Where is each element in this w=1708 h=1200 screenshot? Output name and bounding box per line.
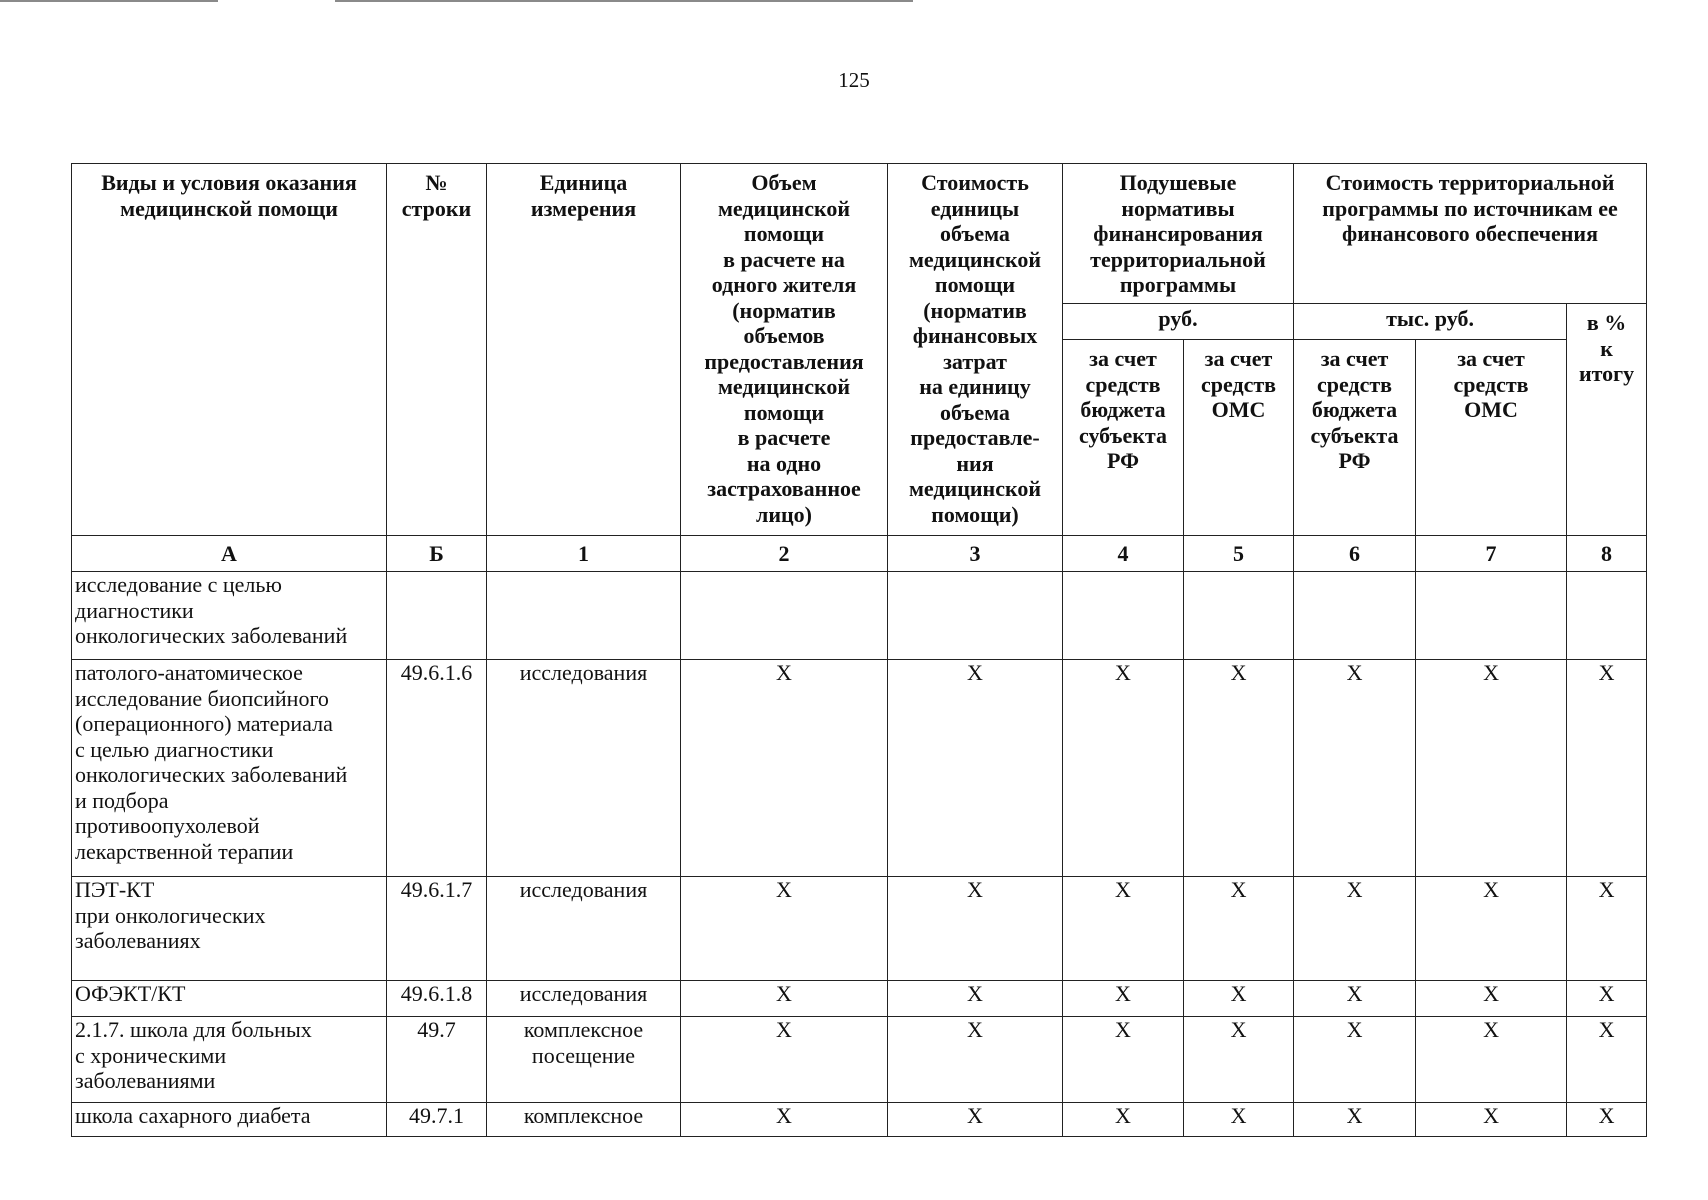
row-name: исследование с целью диагностики онкологических заболеваний <box>72 572 387 660</box>
row-value-3 <box>888 572 1063 660</box>
row-number: 49.6.1.7 <box>387 877 487 981</box>
column-index-a: А <box>72 536 387 572</box>
table-row <box>72 572 1647 660</box>
row-value-3: X <box>888 877 1063 981</box>
table-row <box>72 660 1647 877</box>
header-cost-unit: Стоимость единицы объема медицинской помощи (норматив финансовых затрат на единицу объема предоставле- ния медицинской помощи) <box>888 164 1063 536</box>
row-value-5: X <box>1184 660 1294 877</box>
column-index-row <box>72 536 1647 572</box>
row-value-7: X <box>1416 1017 1567 1103</box>
row-value-5: X <box>1184 877 1294 981</box>
column-index-8: 8 <box>1567 536 1647 572</box>
row-value-3: X <box>888 1017 1063 1103</box>
row-number <box>387 572 487 660</box>
table-row <box>72 981 1647 1017</box>
table-row <box>72 877 1647 981</box>
table-row <box>72 1103 1647 1137</box>
column-index-7: 7 <box>1416 536 1567 572</box>
row-unit: комплексное <box>487 1103 681 1137</box>
row-value-4 <box>1063 572 1184 660</box>
row-number: 49.6.1.8 <box>387 981 487 1017</box>
row-value-5: X <box>1184 1017 1294 1103</box>
row-value-8 <box>1567 572 1647 660</box>
row-value-7: X <box>1416 1103 1567 1137</box>
row-unit: исследования <box>487 660 681 877</box>
header-row-1 <box>72 164 1647 304</box>
header-budget-rf-rub: за счет средств бюджета субъекта РФ <box>1063 340 1184 536</box>
column-index-4: 4 <box>1063 536 1184 572</box>
scan-edge-line-left <box>0 0 218 2</box>
row-value-7: X <box>1416 981 1567 1017</box>
header-unit: Единица измерения <box>487 164 681 536</box>
row-name: 2.1.7. школа для больных с хроническими заболеваниями <box>72 1017 387 1103</box>
row-value-7 <box>1416 572 1567 660</box>
row-value-7: X <box>1416 660 1567 877</box>
row-value-6: X <box>1294 1017 1416 1103</box>
row-unit: исследования <box>487 981 681 1017</box>
row-unit: комплексное посещение <box>487 1017 681 1103</box>
row-value-6: X <box>1294 981 1416 1017</box>
header-rub: руб. <box>1063 304 1294 340</box>
column-index-b: Б <box>387 536 487 572</box>
row-value-2 <box>681 572 888 660</box>
header-kinds: Виды и условия оказания медицинской помощи <box>72 164 387 536</box>
row-name: ПЭТ-КТ при онкологических заболеваниях <box>72 877 387 981</box>
healthcare-program-table <box>71 163 1647 1137</box>
row-value-8: X <box>1567 877 1647 981</box>
column-index-1: 1 <box>487 536 681 572</box>
row-number: 49.7.1 <box>387 1103 487 1137</box>
column-index-6: 6 <box>1294 536 1416 572</box>
row-value-6: X <box>1294 877 1416 981</box>
row-value-7: X <box>1416 877 1567 981</box>
page-number: 125 <box>838 68 870 92</box>
row-value-8: X <box>1567 660 1647 877</box>
row-value-4: X <box>1063 660 1184 877</box>
row-name: патолого-анатомическое исследование биопсийного (операционного) материала с целью диагностики онкологических заболеваний и подбора противоопухолевой лекарственной терапии <box>72 660 387 877</box>
row-value-3: X <box>888 1103 1063 1137</box>
row-number: 49.6.1.6 <box>387 660 487 877</box>
column-index-3: 3 <box>888 536 1063 572</box>
header-budget-rf-thousand: за счет средств бюджета субъекта РФ <box>1294 340 1416 536</box>
scan-edge-line-right <box>335 0 913 2</box>
row-name: ОФЭКТ/КТ <box>72 981 387 1017</box>
row-value-2: X <box>681 660 888 877</box>
column-index-2: 2 <box>681 536 888 572</box>
header-oms-thousand: за счет средств ОМС <box>1416 340 1567 536</box>
row-value-3: X <box>888 981 1063 1017</box>
row-number: 49.7 <box>387 1017 487 1103</box>
row-value-2: X <box>681 1017 888 1103</box>
row-value-5: X <box>1184 981 1294 1017</box>
table-row <box>72 1017 1647 1103</box>
row-value-8: X <box>1567 1103 1647 1137</box>
row-value-2: X <box>681 1103 888 1137</box>
row-value-6: X <box>1294 660 1416 877</box>
header-percent: в % к итогу <box>1567 304 1647 536</box>
row-value-6 <box>1294 572 1416 660</box>
row-value-8: X <box>1567 981 1647 1017</box>
row-unit <box>487 572 681 660</box>
column-index-5: 5 <box>1184 536 1294 572</box>
header-per-capita: Подушевые нормативы финансирования территориальной программы <box>1063 164 1294 304</box>
row-value-4: X <box>1063 981 1184 1017</box>
row-value-4: X <box>1063 1017 1184 1103</box>
row-value-6: X <box>1294 1103 1416 1137</box>
row-value-4: X <box>1063 1103 1184 1137</box>
row-value-3: X <box>888 660 1063 877</box>
row-unit: исследования <box>487 877 681 981</box>
header-oms-rub: за счет средств ОМС <box>1184 340 1294 536</box>
header-volume: Объем медицинской помощи в расчете на одного жителя (норматив объемов предоставления медицинской помощи в расчете на одно застрахованное лицо) <box>681 164 888 536</box>
row-value-2: X <box>681 981 888 1017</box>
row-value-5 <box>1184 572 1294 660</box>
header-thousand-rub: тыс. руб. <box>1294 304 1567 340</box>
header-program-cost: Стоимость территориальной программы по источникам ее финансового обеспечения <box>1294 164 1647 304</box>
row-value-2: X <box>681 877 888 981</box>
row-value-4: X <box>1063 877 1184 981</box>
header-row-number: № строки <box>387 164 487 536</box>
row-value-5: X <box>1184 1103 1294 1137</box>
row-value-8: X <box>1567 1017 1647 1103</box>
table-header <box>72 164 1647 572</box>
row-name: школа сахарного диабета <box>72 1103 387 1137</box>
table-body <box>72 572 1647 1137</box>
